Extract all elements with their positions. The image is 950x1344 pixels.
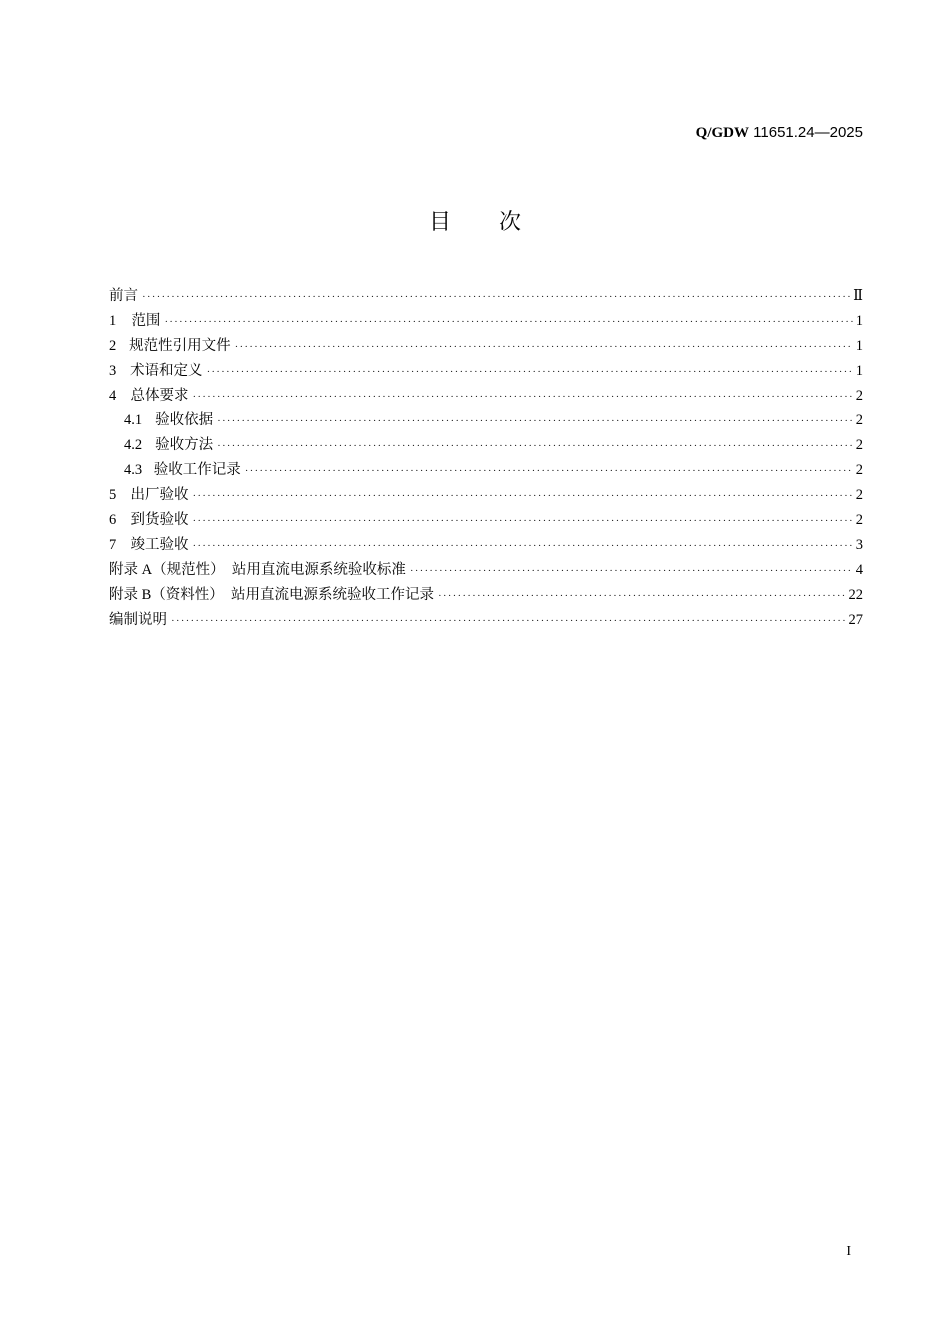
- toc-label: 规范性引用文件: [129, 337, 231, 354]
- toc-label: 竣工验收: [130, 536, 189, 553]
- toc-page: 1: [855, 362, 863, 379]
- toc-page: 22: [848, 586, 863, 603]
- toc-label: 到货验收: [130, 512, 189, 529]
- standard-prefix: Q/GDW: [695, 125, 749, 141]
- toc-label: 附录 B（资料性） 站用直流电源系统验收工作记录: [109, 586, 435, 603]
- toc-number: 4: [109, 387, 117, 404]
- toc-page: 2: [855, 437, 863, 454]
- page-title: 目次: [428, 210, 569, 235]
- toc-page: 4: [855, 561, 863, 578]
- toc-page: 1: [855, 312, 863, 329]
- toc-label: 验收工作记录: [153, 462, 241, 479]
- dot-leader: [193, 534, 853, 559]
- toc-entry[interactable]: [109, 483, 863, 508]
- dot-leader: [193, 484, 853, 509]
- toc-page: 2: [855, 412, 863, 429]
- table-of-contents: [109, 284, 863, 632]
- dot-leader: [410, 559, 853, 584]
- toc-page: Ⅱ: [853, 288, 863, 304]
- toc-entry[interactable]: [109, 608, 863, 633]
- standard-number: 11651.24—2025: [749, 124, 863, 141]
- toc-label: 总体要求: [130, 387, 189, 404]
- toc-page: 2: [855, 387, 863, 404]
- toc-page: 27: [848, 611, 863, 628]
- toc-entry[interactable]: [109, 334, 863, 359]
- dot-leader: [193, 509, 853, 534]
- toc-page: 2: [855, 512, 863, 529]
- toc-entry[interactable]: [109, 384, 863, 409]
- dot-leader: [193, 385, 853, 410]
- dot-leader: [164, 310, 852, 335]
- toc-entry[interactable]: [109, 309, 863, 334]
- dot-leader: [438, 584, 845, 609]
- toc-number: 4.1: [124, 412, 143, 429]
- toc-number: 4.3: [124, 462, 143, 479]
- toc-page: 2: [855, 487, 863, 504]
- dot-leader: [171, 609, 846, 634]
- toc-label: 前言: [109, 288, 138, 304]
- toc-entry[interactable]: [109, 284, 863, 309]
- toc-label: 编制说明: [109, 611, 167, 628]
- dot-leader: [245, 459, 853, 484]
- toc-number: 7: [109, 536, 117, 553]
- toc-label: 范围: [131, 312, 161, 329]
- toc-page: 2: [855, 462, 863, 479]
- toc-label: 验收方法: [155, 437, 214, 454]
- toc-entry[interactable]: [109, 533, 863, 558]
- toc-label: 出厂验收: [130, 487, 189, 504]
- toc-page: 3: [855, 536, 863, 553]
- toc-entry[interactable]: [109, 508, 863, 533]
- toc-entry[interactable]: [109, 359, 863, 384]
- dot-leader: [235, 335, 853, 360]
- toc-number: 1: [109, 312, 117, 329]
- toc-number: 2: [109, 337, 117, 354]
- toc-entry[interactable]: [109, 558, 863, 583]
- dot-leader: [207, 360, 853, 385]
- dot-leader: [217, 434, 853, 459]
- toc-number: 5: [109, 487, 117, 504]
- toc-number: 6: [109, 512, 117, 529]
- toc-entry[interactable]: [109, 408, 863, 433]
- toc-entry[interactable]: [109, 458, 863, 483]
- toc-entry[interactable]: [109, 433, 863, 458]
- toc-number: 3: [109, 362, 117, 379]
- standard-code: [696, 124, 863, 142]
- toc-page: 1: [855, 337, 863, 354]
- toc-label: 验收依据: [155, 412, 214, 429]
- page-number: I: [846, 1244, 851, 1259]
- toc-label: 附录 A（规范性） 站用直流电源系统验收标准: [109, 561, 406, 578]
- toc-number: 4.2: [124, 437, 143, 454]
- dot-leader: [142, 285, 850, 310]
- dot-leader: [217, 409, 853, 434]
- toc-label: 术语和定义: [130, 362, 203, 379]
- toc-entry[interactable]: [109, 583, 863, 608]
